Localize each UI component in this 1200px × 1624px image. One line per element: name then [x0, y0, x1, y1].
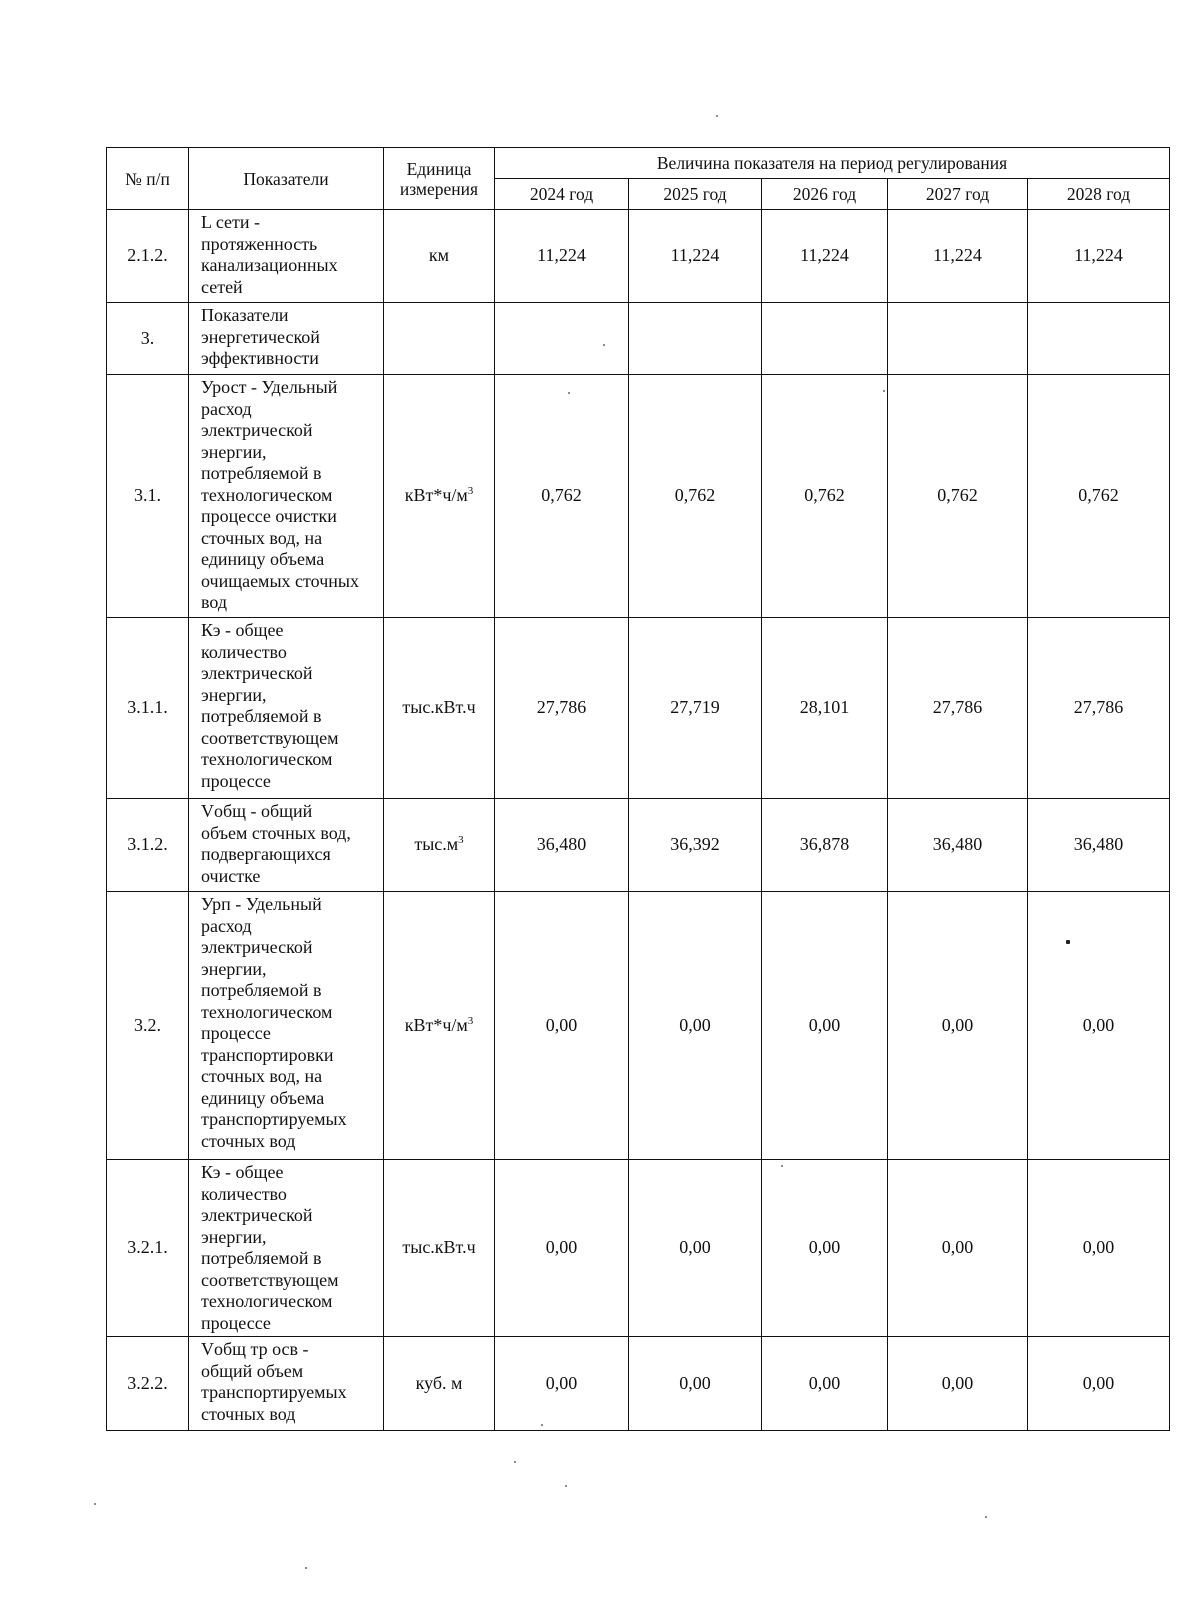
indicator-name-line: Урп - Удельный: [201, 894, 322, 914]
unit-superscript: 3: [467, 1014, 474, 1027]
indicator-name-line: процессе: [201, 1023, 271, 1043]
unit-text: тыс.кВт.ч: [402, 1237, 476, 1258]
row-value: 0,00: [629, 1160, 762, 1337]
row-value: 11,224: [762, 210, 888, 303]
row-unit: [384, 799, 495, 892]
indicator-name-line: процессе: [201, 770, 271, 791]
row-value: 0,00: [1028, 892, 1170, 1160]
indicator-name-line: технологическом: [201, 749, 333, 769]
indicator-name-line: транспортируемых: [201, 1109, 347, 1129]
indicator-name-line: объем сточных вод,: [201, 822, 351, 843]
row-value: 0,00: [888, 1337, 1028, 1431]
indicator-name-line: расход: [201, 398, 252, 419]
row-value: [629, 303, 762, 375]
indicator-name-line: потребляемой в: [201, 980, 322, 1000]
header-number: № п/п: [107, 148, 189, 210]
table-row: [107, 892, 1170, 1160]
header-year: 2027 год: [888, 179, 1028, 210]
row-value: 0,00: [495, 1337, 629, 1431]
row-value: 36,480: [495, 799, 629, 892]
table-row: [107, 618, 1170, 799]
indicator-name-line: электрической: [201, 1205, 313, 1225]
indicator-name-line: потребляемой в: [201, 706, 322, 726]
row-value: 0,00: [888, 892, 1028, 1160]
row-number: 3.1.1.: [107, 618, 189, 799]
header-period: Величина показателя на период регулирования: [495, 148, 1170, 179]
row-number: 3.2.1.: [107, 1160, 189, 1337]
indicator-name-line: технологическом: [201, 1001, 333, 1022]
indicator-name-line: электрической: [201, 663, 313, 683]
row-value: 0,762: [888, 375, 1028, 618]
row-value: 11,224: [629, 210, 762, 303]
indicator-name-line: электрической: [201, 420, 313, 440]
row-unit: [384, 375, 495, 618]
header-year: 2025 год: [629, 179, 762, 210]
indicator-name-line: транспортируемых: [201, 1382, 347, 1402]
unit-text: кВт*ч/м: [404, 1014, 468, 1035]
indicator-name-line: энергии,: [201, 684, 267, 705]
indicator-name-line: L сети -: [201, 212, 261, 232]
row-value: 0,00: [495, 1160, 629, 1337]
indicator-name-line: потребляемой в: [201, 463, 322, 483]
row-value: 0,00: [495, 892, 629, 1160]
row-value: [1028, 303, 1170, 375]
indicator-name-line: единицу объема: [201, 1087, 325, 1108]
row-value: 27,786: [888, 618, 1028, 799]
indicator-name-line: сточных вод, на: [201, 1066, 323, 1086]
indicator-name-line: сточных вод, на: [201, 527, 323, 548]
indicator-name-line: единицу объема: [201, 549, 325, 569]
indicator-name-line: процессе: [201, 1312, 271, 1333]
indicator-name-line: вод: [201, 592, 228, 612]
row-value: 0,00: [629, 892, 762, 1160]
indicator-name-line: потребляемой в: [201, 1248, 322, 1268]
header-indicators: Показатели: [189, 148, 384, 210]
row-value: 0,762: [762, 375, 888, 618]
row-number: 3.1.2.: [107, 799, 189, 892]
row-unit: [384, 618, 495, 799]
unit-superscript: 3: [458, 834, 464, 847]
row-value: 0,00: [762, 1337, 888, 1431]
indicator-name-line: канализационных: [201, 255, 338, 275]
indicators-table: [106, 147, 1170, 1431]
unit-superscript: 3: [467, 485, 474, 498]
table-row: [107, 799, 1170, 892]
table-header-row: [107, 148, 1170, 179]
indicator-name-line: технологическом: [201, 1291, 333, 1311]
indicator-name-line: соответствующем: [201, 1269, 339, 1290]
indicator-name-line: энергии,: [201, 1226, 267, 1247]
unit-text: км: [428, 245, 450, 266]
row-value: 0,00: [762, 892, 888, 1160]
row-indicator-name: [189, 210, 384, 303]
header-year: 2026 год: [762, 179, 888, 210]
row-indicator-name: [189, 375, 384, 618]
indicator-name-line: расход: [201, 915, 252, 936]
row-value: 0,00: [762, 1160, 888, 1337]
row-number: 2.1.2.: [107, 210, 189, 303]
unit-text: тыс.кВт.ч: [402, 697, 476, 718]
row-value: 36,480: [1028, 799, 1170, 892]
indicator-name-line: процессе очистки: [201, 506, 337, 526]
indicator-name-line: электрической: [201, 937, 313, 957]
row-value: 0,00: [1028, 1337, 1170, 1431]
unit-text: куб. м: [415, 1372, 463, 1393]
indicator-name-line: сточных вод: [201, 1130, 296, 1151]
row-indicator-name: [189, 1337, 384, 1431]
row-number: 3.1.: [107, 375, 189, 618]
indicator-name-line: Кэ - общее: [201, 620, 284, 640]
indicator-name-line: Показатели: [201, 305, 289, 325]
row-number: 3.: [107, 303, 189, 375]
row-value: 0,762: [1028, 375, 1170, 618]
row-value: [495, 303, 629, 375]
row-unit: [384, 892, 495, 1160]
unit-text: кВт*ч/м: [404, 485, 468, 506]
indicator-name-line: эффективности: [201, 348, 319, 368]
indicator-name-line: транспортировки: [201, 1044, 334, 1065]
indicator-name-line: количество: [201, 1183, 287, 1204]
indicator-name-line: очищаемых сточных: [201, 570, 359, 591]
table-row: [107, 1337, 1170, 1431]
indicator-name-line: энергии,: [201, 441, 267, 462]
indicator-name-line: энергетической: [201, 326, 320, 347]
header-unit-line2: измерения: [399, 178, 479, 199]
indicator-name-line: протяженность: [201, 233, 318, 254]
row-value: 0,762: [495, 375, 629, 618]
indicator-name-line: очистке: [201, 865, 261, 886]
row-indicator-name: [189, 799, 384, 892]
row-unit: [384, 303, 495, 375]
row-value: 11,224: [1028, 210, 1170, 303]
row-indicator-name: [189, 618, 384, 799]
row-unit: [384, 210, 495, 303]
indicator-name-line: Vобщ - общий: [201, 801, 313, 821]
header-year: 2024 год: [495, 179, 629, 210]
row-number: 3.2.2.: [107, 1337, 189, 1431]
row-value: 36,878: [762, 799, 888, 892]
header-unit: [384, 148, 495, 210]
row-unit: [384, 1160, 495, 1337]
indicator-name-line: сетей: [201, 276, 243, 297]
row-value: [888, 303, 1028, 375]
indicator-name-line: Урост - Удельный: [201, 377, 338, 397]
row-value: 0,00: [888, 1160, 1028, 1337]
indicator-name-line: технологическом: [201, 484, 333, 505]
row-value: 27,786: [495, 618, 629, 799]
header-year: 2028 год: [1028, 179, 1170, 210]
row-value: 36,392: [629, 799, 762, 892]
indicator-name-line: Vобщ тр осв -: [201, 1339, 309, 1359]
indicator-name-line: Кэ - общее: [201, 1162, 284, 1182]
table-row: [107, 1160, 1170, 1337]
header-unit-line1: Единица: [406, 158, 472, 179]
row-value: 0,762: [629, 375, 762, 618]
unit-text: тыс.м: [414, 834, 459, 855]
indicator-name-line: соответствующем: [201, 727, 339, 748]
row-unit: [384, 1337, 495, 1431]
row-indicator-name: [189, 303, 384, 375]
row-indicator-name: [189, 1160, 384, 1337]
row-value: 28,101: [762, 618, 888, 799]
row-value: [762, 303, 888, 375]
row-value: 0,00: [629, 1337, 762, 1431]
indicator-name-line: сточных вод: [201, 1403, 296, 1424]
indicator-name-line: энергии,: [201, 958, 267, 979]
row-indicator-name: [189, 892, 384, 1160]
table-row: [107, 303, 1170, 375]
row-value: 11,224: [495, 210, 629, 303]
row-value: 11,224: [888, 210, 1028, 303]
indicator-name-line: количество: [201, 641, 287, 662]
indicator-name-line: общий объем: [201, 1360, 304, 1381]
indicator-name-line: подвергающихся: [201, 844, 331, 864]
row-value: 36,480: [888, 799, 1028, 892]
row-value: 27,786: [1028, 618, 1170, 799]
table-row: [107, 375, 1170, 618]
table-row: [107, 210, 1170, 303]
row-number: 3.2.: [107, 892, 189, 1160]
row-value: 0,00: [1028, 1160, 1170, 1337]
row-value: 27,719: [629, 618, 762, 799]
